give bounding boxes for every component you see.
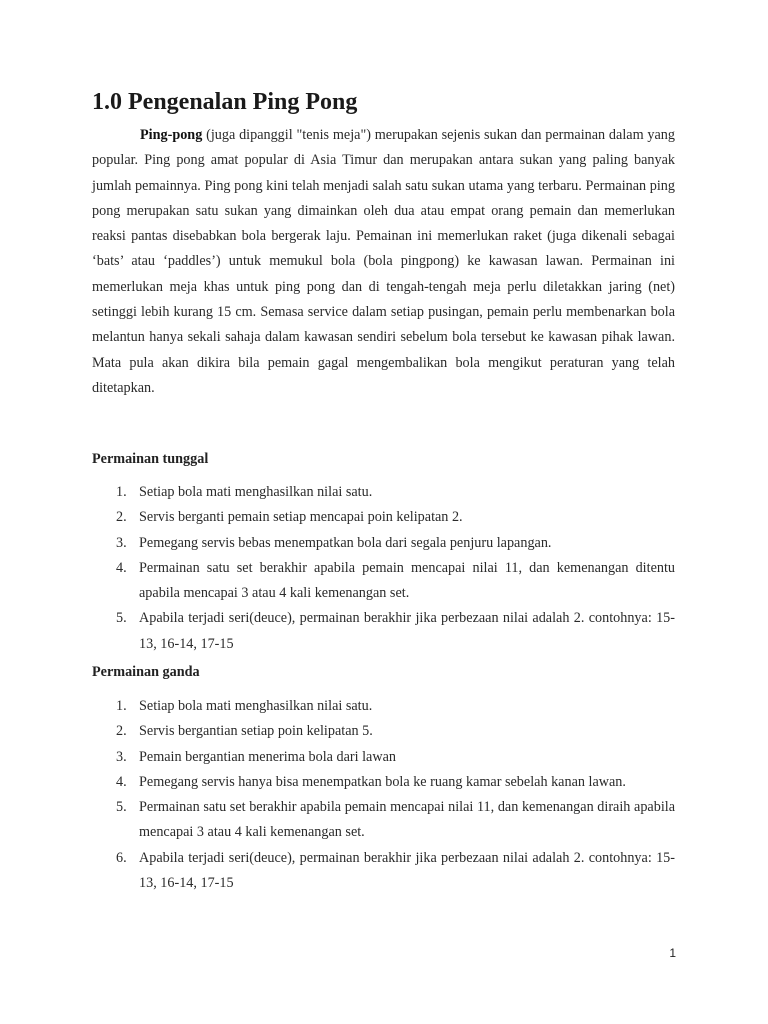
- list-item-text: Servis berganti pemain setiap mencapai poin kelipatan 2.: [139, 509, 463, 526]
- list-item-number: 5.: [116, 799, 127, 816]
- list-item: [92, 505, 675, 530]
- list-item: [92, 846, 675, 897]
- list-item-text: Permainan satu set berakhir apabila pemain mencapai nilai 11, dan kemenangan diraih apabila mencapai 3 atau 4 kali kemenangan set.: [139, 799, 675, 841]
- list-item-text: Permainan satu set berakhir apabila pemain mencapai nilai 11, dan kemenangan ditentu apabila mencapai 3 atau 4 kali kemenangan set.: [139, 559, 675, 602]
- list-item-text: Apabila terjadi seri(deuce), permainan berakhir jika perbezaan nilai adalah 2. contohnya: 15-13, 16-14, 17-15: [139, 849, 675, 892]
- page-number: 1: [669, 946, 676, 960]
- list-item-number: 4.: [116, 773, 127, 790]
- singles-section-title: Permainan tunggal: [92, 451, 209, 467]
- list-item-text: Pemegang servis hanya bisa menempatkan bola ke ruang kamar sebelah kanan lawan.: [139, 773, 626, 790]
- list-item-text: Setiap bola mati menghasilkan nilai satu.: [139, 484, 373, 500]
- list-item-text: Apabila terjadi seri(deuce), permainan berakhir jika perbezaan nilai adalah 2. contohnya: 15-13, 16-14, 17-15: [139, 610, 675, 652]
- list-item-number: 5.: [116, 610, 127, 627]
- list-item: [92, 556, 675, 607]
- list-item: [92, 719, 675, 744]
- list-item: [92, 770, 675, 795]
- list-item: [92, 795, 675, 846]
- list-item-text: Pemegang servis bebas menempatkan bola dari segala penjuru lapangan.: [139, 534, 552, 551]
- list-item: [92, 606, 675, 657]
- list-item: [92, 745, 675, 770]
- intro-paragraph: [92, 123, 675, 401]
- list-item-text: Setiap bola mati menghasilkan nilai satu.: [139, 698, 373, 714]
- list-item-text: Pemain bergantian menerima bola dari lawan: [139, 748, 396, 765]
- list-item: [92, 694, 675, 719]
- list-item-number: 2.: [116, 723, 127, 740]
- list-item-number: 2.: [116, 509, 127, 526]
- list-item-number: 3.: [116, 748, 127, 765]
- singles-rule-list: [92, 480, 675, 657]
- list-item-number: 3.: [116, 534, 127, 551]
- list-item: [92, 480, 675, 505]
- list-item-number: 4.: [116, 559, 127, 576]
- list-item-text: Servis bergantian setiap poin kelipatan 5.: [139, 723, 373, 740]
- list-item-number: 6.: [116, 849, 127, 866]
- doubles-section-title: Permainan ganda: [92, 664, 200, 680]
- list-item-number: 1.: [116, 484, 127, 500]
- list-item: [92, 531, 675, 556]
- list-item-number: 1.: [116, 698, 127, 714]
- intro-body: (juga dipanggil "tenis meja") merupakan sejenis sukan dan permainan dalam yang popular. Ping pong amat popular di Asia Timur dan merupakan antara sukan yang paling banyak jumlah pemainnya. Ping pong kini telah menjadi salah satu sukan utama yang terbaru. Permainan ping pong merupakan satu sukan yang dimainkan oleh dua atau empat orang pemain dan memerlukan reaksi pantas disebabkan bola bergerak laju. Pemainan ini memerlukan raket (juga dikenali sebagai ‘bats’ atau ‘paddles’) untuk memukul bola (bola pingpong) ke kawasan lawan. Permainan ini memerlukan meja khas untuk ping pong dan di tengah-tengah meja perlu diletakkan jaring (net) setinggi lebih kurang 15 cm. Semasa service dalam setiap pusingan, pemain perlu membenarkan bola melantun hanya sekali sahaja dalam kawasan sendiri sebelum bola tersebut ke kawasan pihak lawan. Mata pula akan dikira bila pemain gagal mengembalikan bola mengikut peraturan yang telah ditetapkan.: [92, 127, 675, 396]
- page-title: 1.0 Pengenalan Ping Pong: [92, 89, 358, 115]
- doubles-rule-list: [92, 694, 675, 896]
- intro-term: Ping-pong: [140, 127, 203, 143]
